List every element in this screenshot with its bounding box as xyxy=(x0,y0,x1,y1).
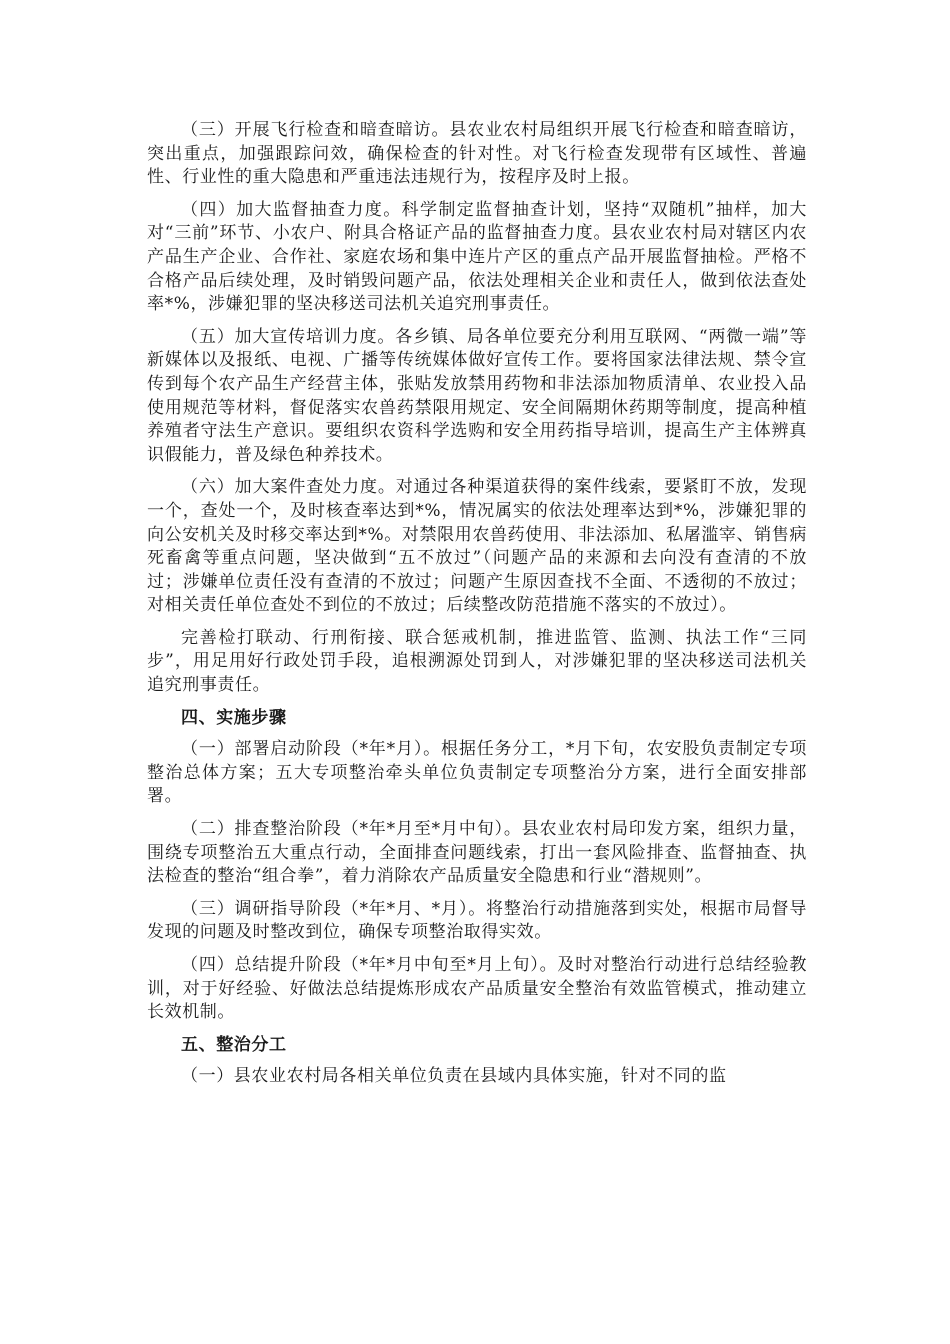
section-heading-implementation-steps: 四、实施步骤 xyxy=(181,707,287,728)
document-page xyxy=(147,119,807,1098)
paragraph-step-inspection: （二）排查整治阶段（*年*月至*月中旬）。县农业农村局印发方案，组织力量，围绕专项整治五大重点行动，全面排查问题线索，打出一套风险排查、监督抽查、执法检查的整治“组合拳”，着力消除农产品质量安全隐患和行业“潜规则”。 xyxy=(147,819,807,887)
paragraph-flight-inspection: （三）开展飞行检查和暗查暗访。县农业农村局组织开展飞行检查和暗查暗访，突出重点，加强跟踪问效，确保检查的针对性。对飞行检查发现带有区域性、普遍性、行业性的重大隐患和严重违法违规行为，按程序及时上报。 xyxy=(147,120,807,188)
paragraph-joint-mechanism: 完善检打联动、行刑衔接、联合惩戒机制，推进监管、监测、执法工作“三同步”，用足用好行政处罚手段，追根溯源处罚到人，对涉嫌犯罪的坚决移送司法机关追究刑事责任。 xyxy=(147,627,807,696)
section-heading-division-of-work: 五、整治分工 xyxy=(181,1034,287,1055)
paragraph-step-summary: （四）总结提升阶段（*年*月中旬至*月上旬）。及时对整治行动进行总结经验教训，对于好经验、好做法总结提炼形成农产品质量安全整治有效监管模式，推动建立长效机制。 xyxy=(147,955,807,1023)
paragraph-supervision-sampling: （四）加大监督抽查力度。科学制定监督抽查计划，坚持“双随机”抽样，加大对“三前”环节、小农户、附具合格证产品的监督抽查力度。县农业农村局对辖区内农产品生产企业、合作社、家庭农场和集中连片产区的重点产品开展监督抽检。严格不合格产品后续处理，及时销毁问题产品，依法处理相关企业和责任人，做到依法查处率*%，涉嫌犯罪的坚决移送司法机关追究刑事责任。 xyxy=(147,199,807,315)
paragraph-division-1: （一）县农业农村局各相关单位负责在县域内具体实施，针对不同的监 xyxy=(181,1066,727,1087)
paragraph-case-investigation: （六）加大案件查处力度。对通过各种渠道获得的案件线索，要紧盯不放，发现一个，查处一个，及时核查率达到*%，情况属实的依法处理率达到*%，涉嫌犯罪的向公安机关及时移交率达到*%。对禁限用农兽药使用、非法添加、私屠滥宰、销售病死畜禽等重点问题，坚决做到“五不放过”（问题产品的来源和去向没有查清的不放过；涉嫌单位责任没有查清的不放过；问题产生原因查找不全面、不透彻的不放过；对相关责任单位查处不到位的不放过；后续整改防范措施不落实的不放过）。 xyxy=(147,477,807,616)
paragraph-step-guidance: （三）调研指导阶段（*年*月、*月）。将整治行动措施落到实处，根据市局督导发现的问题及时整改到位，确保专项整治取得实效。 xyxy=(147,898,807,943)
paragraph-step-deployment: （一）部署启动阶段（*年*月）。根据任务分工，*月下旬，农安股负责制定专项整治总体方案；五大专项整治牵头单位负责制定专项整治分方案，进行全面安排部署。 xyxy=(147,739,807,807)
paragraph-publicity-training: （五）加大宣传培训力度。各乡镇、局各单位要充分利用互联网、“两微一端”等新媒体以及报纸、电视、广播等传统媒体做好宣传工作。要将国家法律法规、禁令宣传到每个农产品生产经营主体，张贴发放禁用药物和非法添加物质清单、农业投入品使用规范等材料，督促落实农兽药禁限用规定、安全间隔期休药期等制度，提高种植养殖者守法生产意识。要组织农资科学选购和安全用药指导培训，提高生产主体辨真识假能力，普及绿色种养技术。 xyxy=(147,326,807,465)
